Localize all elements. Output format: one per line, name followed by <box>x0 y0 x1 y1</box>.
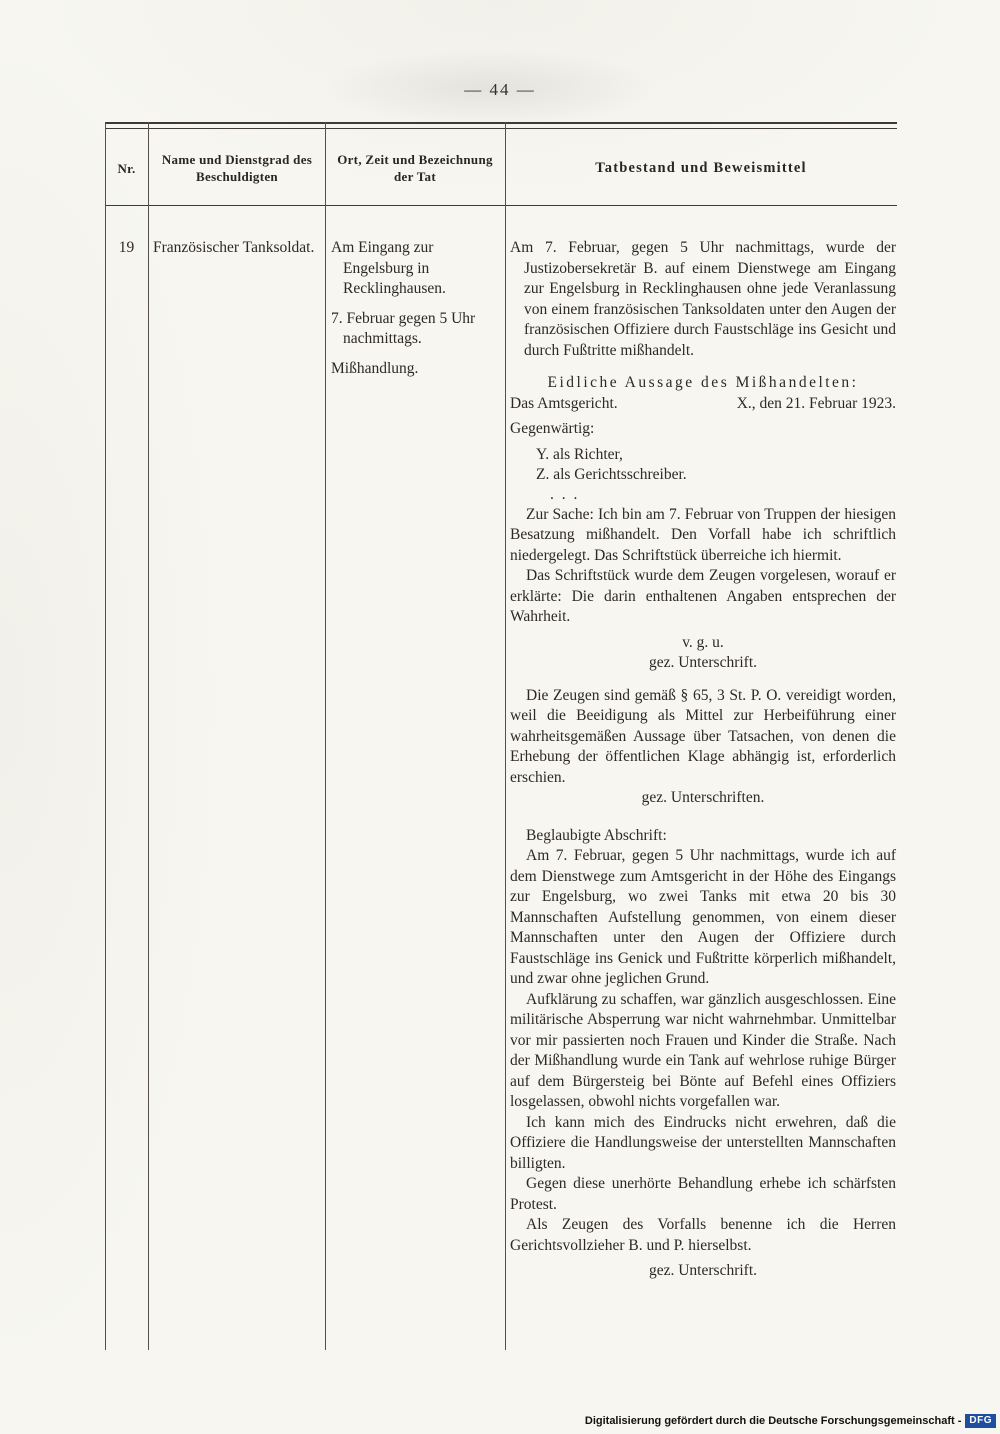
judge-line: Y. als Richter, <box>536 445 623 463</box>
page-number: — 44 — <box>464 80 536 99</box>
table-top-rule-outer <box>105 122 897 124</box>
accused-name: Französischer Tanksoldat. <box>153 239 315 256</box>
header-bottom-rule <box>105 205 897 206</box>
column-header-name: Name und Dienstgrad des Beschuldigten <box>161 152 313 184</box>
copy-paragraph: Am 7. Februar, gegen 5 Uhr nachmittags, wurde ich auf dem Dienstwege zum Amtsgericht in der Höhe des Eingangs zur Engelsburg, wo zwei Tanks mit etwa 20 bis 30 Mannschaften Aufstellung genommen, von einem dieser Mannschaften unter den Augen der Offiziere durch Faustschläge ins Genick und Fußtritte körperlich mißhandelt, und zwar ohne jeglichen Grund. <box>510 847 896 987</box>
date-place: X., den 21. Februar 1923. <box>736 394 896 412</box>
column-divider-ort <box>505 122 506 1350</box>
ort-entry-place: Am Eingang zur Engelsburg in Recklinghausen. <box>331 239 446 297</box>
clerk-line: Z. als Gerichtsschreiber. <box>536 466 687 483</box>
present-label: Gegenwärtig: <box>510 420 595 437</box>
signatures-line: gez. Unterschriften. <box>641 789 765 806</box>
court-name: Das Amtsgericht. <box>510 394 618 412</box>
column-header-nr: Nr. <box>117 160 136 176</box>
ort-zeit-cell <box>331 238 499 388</box>
column-divider-nr <box>148 122 149 1350</box>
row-number: 19 <box>118 239 135 256</box>
sworn-statement-heading: Eidliche Aussage des Mißhandelten: <box>547 374 859 391</box>
statement-paragraph: Das Schriftstück wurde dem Zeugen vorgelesen, worauf er erklärte: Die darin enthaltenen Angaben entsprechen der Wahrheit. <box>510 567 896 625</box>
table-top-rule-inner <box>105 128 897 129</box>
column-header-ort: Ort, Zeit und Bezeichnung der Tat <box>337 152 493 184</box>
copy-paragraph: Aufklärung zu schaffen, war gänzlich ausgeschlossen. Eine militärische Absperrung war nicht wahrnehmbar. Unmittelbar vor mir passierten noch Frauen und Kinder die Straße. Nach der Mißhandlung wurde ein Tank auf wehrlose ruhige Bürger auf dem Bürgersteig bei Bönte auf Befehl eines Offiziers losgelassen, obwohl nichts vorgefallen war. <box>510 990 896 1110</box>
column-divider-name <box>325 122 326 1350</box>
ort-entry-time: 7. Februar gegen 5 Uhr nachmittags. <box>331 309 476 347</box>
digitization-footer <box>585 1414 996 1428</box>
copy-paragraph: Ich kann mich des Eindrucks nicht erwehren, daß die Offiziere die Handlungsweise der unterstellten Mannschaften billigten. <box>510 1113 896 1172</box>
vgu-line: v. g. u. <box>682 633 724 651</box>
table-left-border <box>105 122 106 1350</box>
witness-oath-paragraph: Die Zeugen sind gemäß § 65, 3 St. P. O. vereidigt worden, weil die Beeidigung als Mittel zur Herbeiführung einer wahrheitsgemäßen Aussage über Tatsachen, von denen die Erhebung der öffentlichen Klage abhängig ist, erforderlich erschien. <box>510 686 896 786</box>
tatbestand-paragraph: Am 7. Februar, gegen 5 Uhr nachmittags, wurde der Justizobersekretär B. auf einem Dienstwege am Eingang zur Engelsburg in Recklinghausen ohne jede Veranlassung von einem französischen Tanksoldaten unter den Augen der französischen Offiziere durch Faustschläge ins Gesicht und durch Fußtritte mißhandelt. <box>510 239 896 359</box>
court-date-line <box>510 394 896 415</box>
copy-paragraph: Gegen diese unerhörte Behandlung erhebe ich schärfsten Protest. <box>510 1175 896 1213</box>
ellipsis-line: . . . <box>550 485 580 503</box>
tatbestand-cell <box>510 238 896 1282</box>
column-header-tatbestand: Tatbestand und Beweismittel <box>595 159 807 176</box>
footer-text: Digitalisierung gefördert durch die Deutsche Forschungsgemeinschaft - <box>584 1415 962 1427</box>
signature-line: gez. Unterschrift. <box>648 1262 758 1279</box>
copy-paragraph: Als Zeugen des Vorfalls benenne ich die Herren Gerichtsvollzieher B. und P. hierselbst. <box>510 1216 896 1254</box>
statement-paragraph: Zur Sache: Ich bin am 7. Februar von Truppen der hiesigen Besatzung mißhandelt. Den Vorfall habe ich schriftlich niedergelegt. Das Schriftstück überreiche ich hiermit. <box>510 505 896 564</box>
signature-line: gez. Unterschrift. <box>648 654 758 671</box>
ort-entry-offense: Mißhandlung. <box>331 359 419 377</box>
certified-copy-heading: Beglaubigte Abschrift: <box>526 826 667 844</box>
dfg-logo: DFG <box>965 1414 996 1428</box>
